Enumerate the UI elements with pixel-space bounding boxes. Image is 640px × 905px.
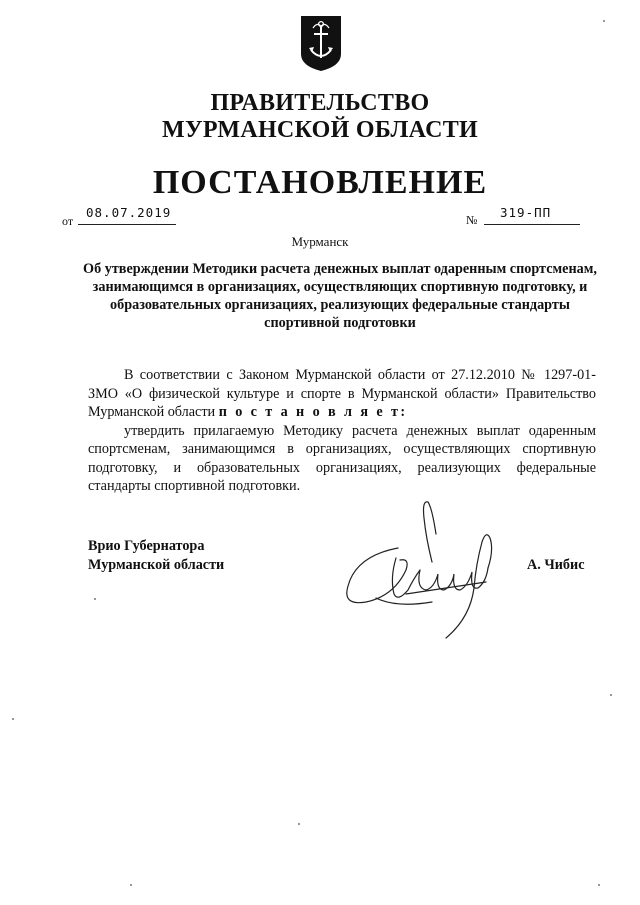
- signatory-name: А. Чибис: [527, 557, 585, 573]
- city-label: Мурманск: [291, 234, 349, 249]
- signatory-title-line2: Мурманской области: [88, 556, 225, 573]
- org-name-line2: МУРМАНСКОЙ ОБЛАСТИ: [162, 117, 478, 143]
- document-date: 08.07.2019: [86, 205, 172, 220]
- document-number: 319-ПП: [500, 205, 552, 220]
- legal-basis-text: В соответствии с Законом Мурманской области от 27.12.2010 № 1297-01-ЗМО «О физической культуре и спорте в Мурманской области» Правительство Мурманской области: [88, 367, 596, 420]
- paragraph-legal-basis: [88, 366, 596, 422]
- scan-speck: [610, 694, 612, 696]
- resolves-word: п о с т а н о в л я е т:: [218, 404, 408, 420]
- number-underline: [484, 224, 580, 225]
- date-prefix: от: [62, 214, 74, 228]
- scan-speck: [12, 718, 14, 720]
- number-prefix: №: [466, 213, 478, 227]
- scan-speck: [598, 884, 600, 886]
- signature-icon: [336, 498, 536, 644]
- document-type-title: ПОСТАНОВЛЕНИЕ: [152, 164, 488, 201]
- signatory-title-line1: Врио Губернатора: [88, 538, 205, 554]
- coat-of-arms-icon: [299, 14, 343, 72]
- document-subject: Об утверждении Методики расчета денежных выплат одаренным спортсменам, занимающимся в организациях, осуществляющих спортивную подготовку, и образовательных организациях, реализующих федеральные стандарты спортивной подготовки: [83, 261, 597, 331]
- scan-speck: [603, 20, 605, 22]
- scan-speck: [298, 823, 300, 825]
- paragraph-resolution: утвердить прилагаемую Методику расчета денежных выплат одаренным спортсменам, занимающимся в организациях, осуществляющих спортивную подготовку, и образовательных организациях, реализующих федеральные стандарты спортивной подготовки.: [88, 422, 596, 494]
- scan-speck: [130, 884, 132, 886]
- document-body: [88, 366, 596, 496]
- scan-speck: [94, 598, 96, 600]
- date-underline: [78, 224, 176, 225]
- signatory-title: [88, 537, 224, 574]
- org-name-line1: ПРАВИТЕЛЬСТВО: [210, 90, 430, 116]
